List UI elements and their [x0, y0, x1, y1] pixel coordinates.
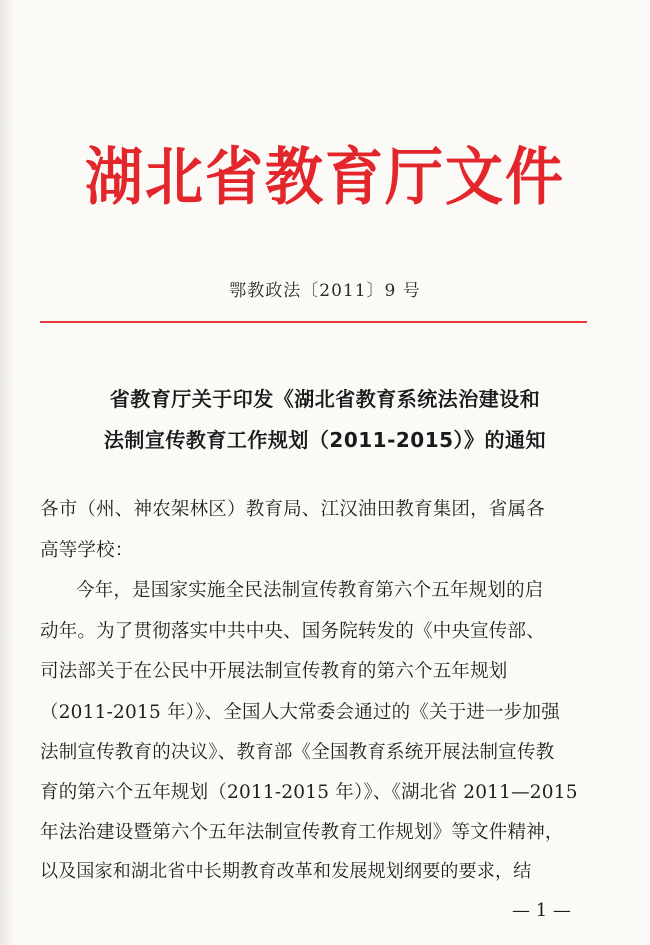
body-line-4: 动年。为了贯彻落实中共中央、国务院转发的《中央宣传部、: [40, 621, 545, 642]
page-number: — 1 —: [512, 900, 571, 921]
notice-title-line-2: 法制宣传教育工作规划（2011-2015）》的通知: [103, 428, 547, 452]
body-line-5: 司法部关于在公民中开展法制宣传教育的第六个五年规划: [40, 661, 508, 682]
red-divider-line: [40, 321, 587, 323]
document-masthead: 湖北省教育厅文件: [84, 140, 565, 214]
body-line-7: 法制宣传教育的决议》、教育部《全国教育系统开展法制宣传教: [40, 742, 555, 763]
body-line-2: 高等学校：: [40, 540, 134, 561]
body-line-1: 各市（州、神农架林区）教育局、江汉油田教育集团，省属各: [40, 499, 545, 520]
body-line-3: 今年，是国家实施全民法制宣传教育第六个五年规划的启: [76, 580, 544, 601]
body-line-9: 年法治建设暨第六个五年法制宣传教育工作规划》等文件精神，: [40, 822, 564, 843]
notice-title-line-1: 省教育厅关于印发《湖北省教育系统法治建设和: [109, 387, 541, 411]
document-number: 鄂教政法〔2011〕9 号: [229, 281, 421, 301]
body-line-10: 以及国家和湖北省中长期教育改革和发展规划纲要的要求，结: [40, 861, 532, 882]
body-line-6: （2011-2015 年）》、全国人大常委会通过的《关于进一步加强: [40, 702, 560, 723]
body-line-8: 育的第六个五年规划（2011-2015 年）》、《湖北省 2011—2015: [40, 782, 578, 803]
